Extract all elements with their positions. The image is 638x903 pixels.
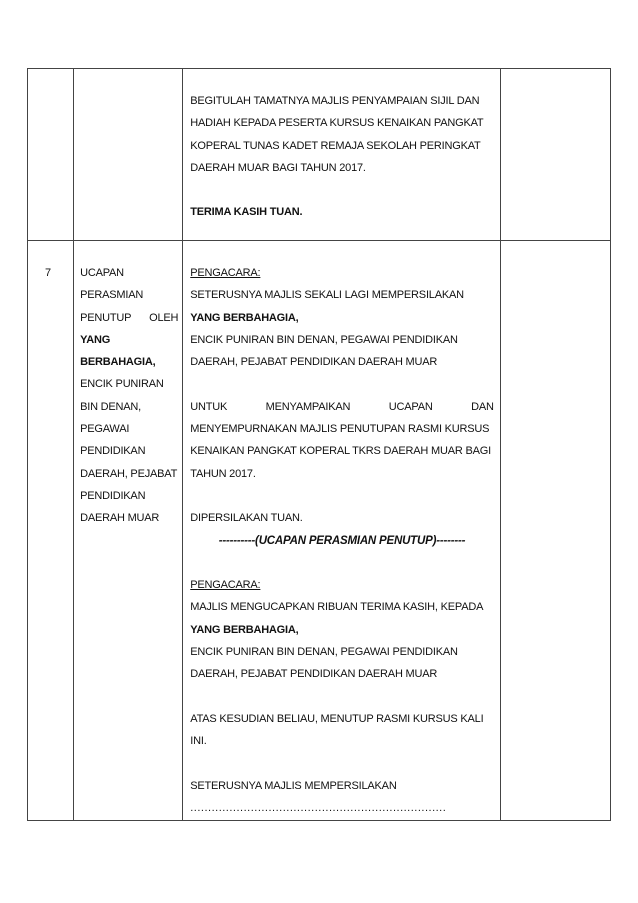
table-row — [28, 69, 611, 241]
invite-text: DIPERSILAKAN TUAN. — [190, 512, 303, 525]
item-label: PERASMIAN — [80, 289, 144, 302]
script-text: SETERUSNYA MAJLIS MEMPERSILAKAN — [190, 779, 397, 792]
script-text: UNTUK MENYAMPAIKAN UCAPAN DAN — [190, 400, 494, 413]
speaker-label: PENGACARA: — [190, 267, 261, 279]
closing-text: HADIAH KEPADA PESERTA KURSUS KENAIKAN PANGKAT — [190, 117, 484, 130]
item-cell — [74, 241, 183, 821]
item-cell — [74, 69, 183, 241]
script-text: TAHUN 2017. — [190, 467, 256, 480]
placeholder-dots: ........................................................................ — [190, 802, 447, 815]
script-text: ATAS KESUDIAN BELIAU, MENUTUP RASMI KURSUS KALI — [190, 712, 484, 725]
item-label: PENDIDIKAN — [80, 489, 146, 502]
document-page — [27, 68, 611, 821]
item-number: 7 — [45, 267, 51, 279]
script-text: YANG BERBAHAGIA, — [190, 623, 299, 636]
script-text: SETERUSNYA MAJLIS SEKALI LAGI MEMPERSILAKAN — [190, 289, 464, 302]
script-text: MENYEMPURNAKAN MAJLIS PENUTUPAN RASMI KURSUS — [190, 423, 490, 436]
remarks-cell — [500, 241, 610, 821]
closing-text: KOPERAL TUNAS KADET REMAJA SEKOLAH PERINGKAT — [190, 139, 481, 152]
item-label: PEGAWAI — [80, 423, 130, 436]
item-label: BIN DENAN, — [80, 400, 142, 413]
script-text: INI. — [190, 735, 207, 748]
script-text: ENCIK PUNIRAN BIN DENAN, PEGAWAI PENDIDIKAN — [190, 333, 458, 346]
item-label: YANG — [80, 333, 111, 346]
remarks-cell — [500, 69, 610, 241]
script-text: ENCIK PUNIRAN BIN DENAN, PEGAWAI PENDIDIKAN — [190, 646, 458, 659]
programme-table — [27, 68, 611, 821]
item-label: UCAPAN — [80, 267, 124, 279]
closing-text: BEGITULAH TAMATNYA MAJLIS PENYAMPAIAN SIJIL DAN — [190, 95, 480, 107]
script-cell — [183, 241, 501, 821]
script-cell — [183, 69, 501, 241]
number-cell — [28, 241, 74, 821]
table-row — [28, 241, 611, 821]
speech-marker: ----------(UCAPAN PERASMIAN PENUTUP)-------- — [218, 534, 466, 547]
item-label: PENDIDIKAN — [80, 445, 146, 458]
item-label: DAERAH, PEJABAT — [80, 467, 178, 480]
number-cell — [28, 69, 74, 241]
closing-text: DAERAH MUAR BAGI TAHUN 2017. — [190, 161, 366, 174]
script-text: KENAIKAN PANGKAT KOPERAL TKRS DAERAH MUAR BAGI — [190, 445, 491, 458]
item-label: PENUTUP OLEH — [80, 311, 179, 324]
item-label: BERBAHAGIA, — [80, 356, 156, 369]
script-text: DAERAH, PEJABAT PENDIDIKAN DAERAH MUAR — [190, 356, 438, 369]
item-label: DAERAH MUAR — [80, 512, 160, 525]
item-label: ENCIK PUNIRAN — [80, 378, 164, 391]
thanks-text: TERIMA KASIH TUAN. — [190, 206, 303, 219]
speaker-label: PENGACARA: — [190, 579, 261, 592]
script-text: DAERAH, PEJABAT PENDIDIKAN DAERAH MUAR — [190, 668, 438, 681]
script-text: YANG BERBAHAGIA, — [190, 311, 299, 324]
script-text: MAJLIS MENGUCAPKAN RIBUAN TERIMA KASIH, KEPADA — [190, 601, 484, 614]
